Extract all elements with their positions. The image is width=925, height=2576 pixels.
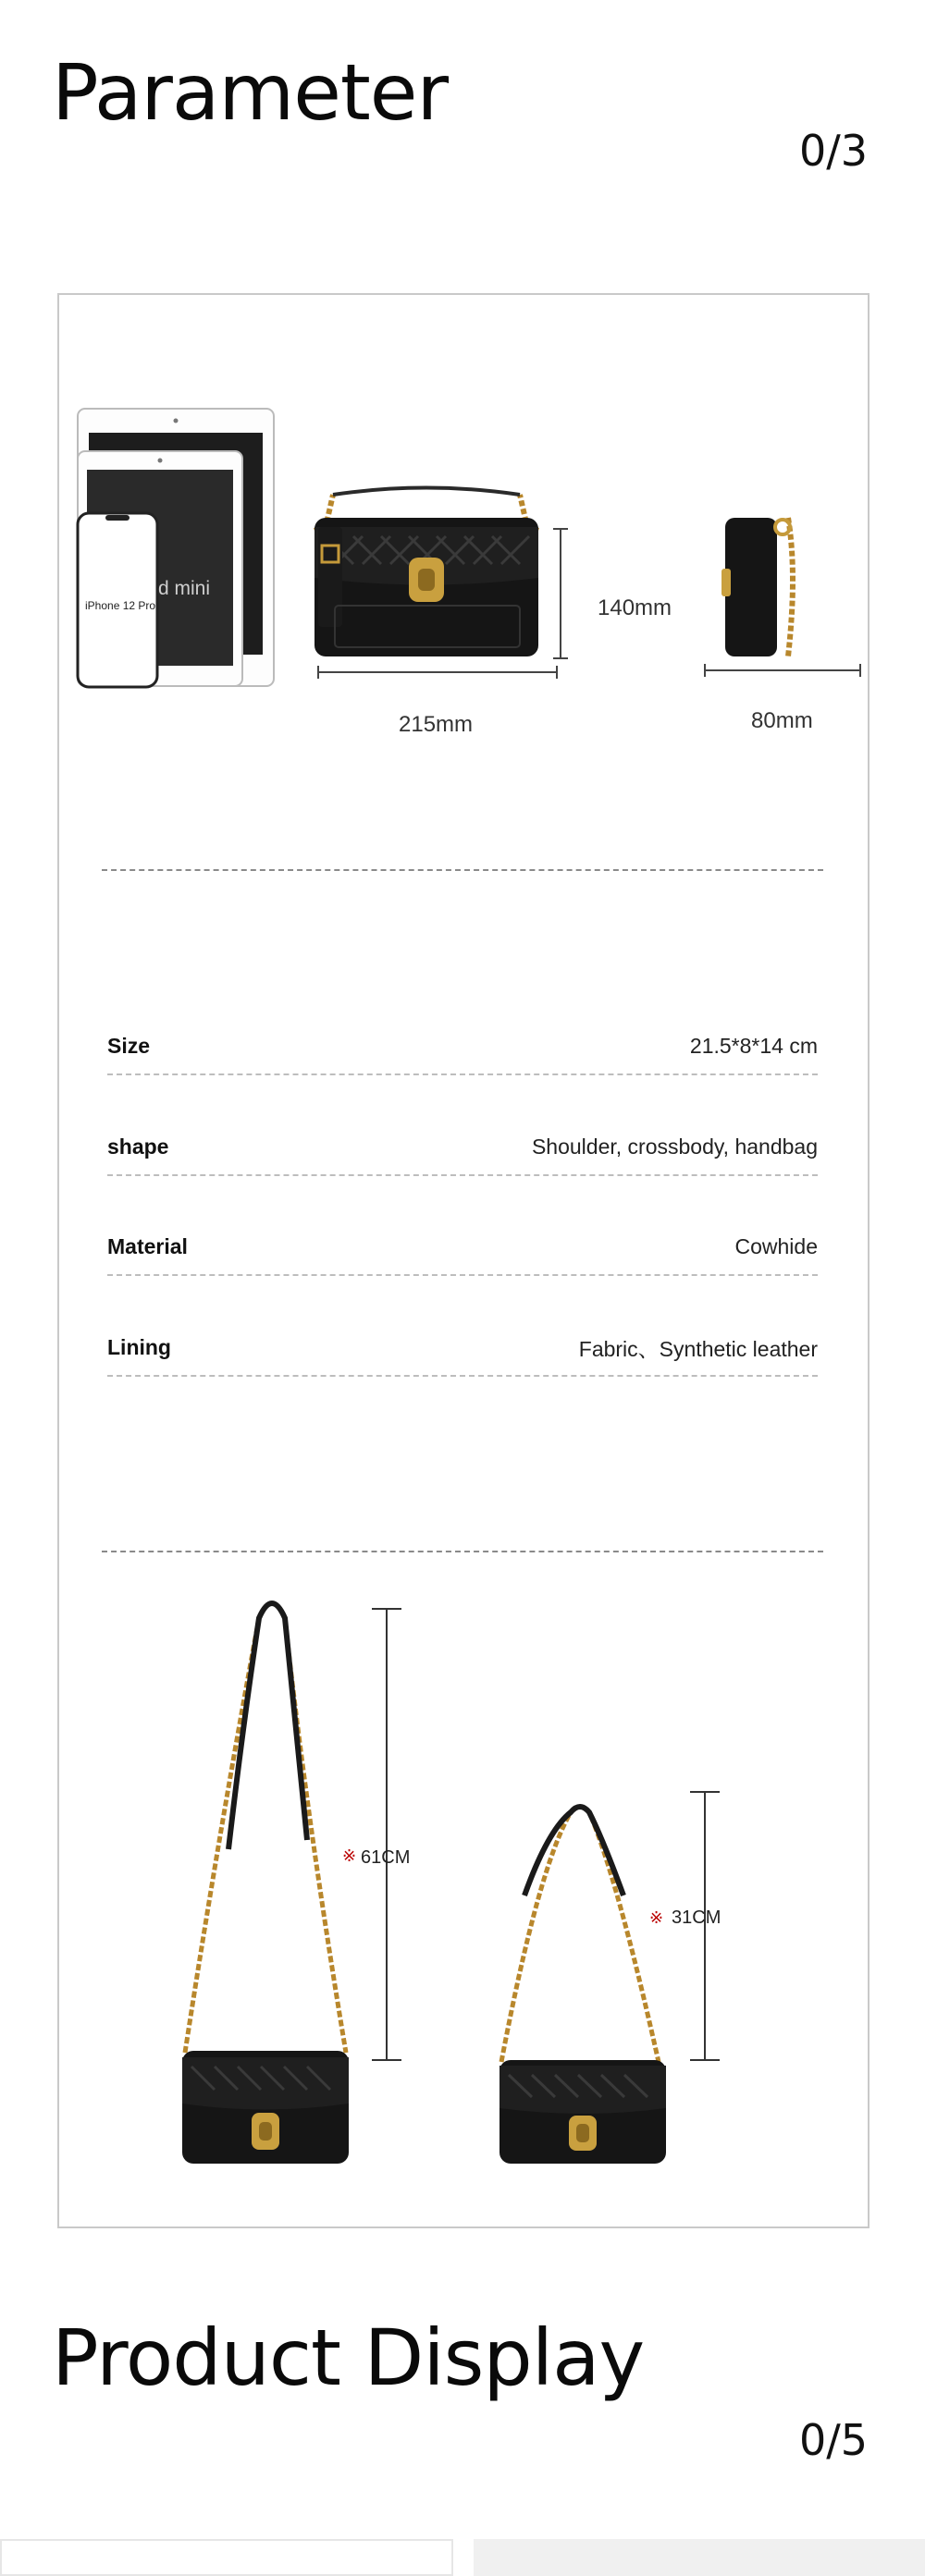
depth-dimension-label: 80mm [751,708,813,733]
long-strap-length-label: 61CM [361,1847,411,1868]
parameter-title: Parameter [52,47,449,138]
iphone-label: iPhone 12 Pro [85,599,156,612]
spec-row-shape [107,1119,818,1176]
product-card-1[interactable] [0,2539,453,2576]
strap-length-illustration [57,1590,870,2182]
size-comparison-illustration [57,388,870,758]
spec-label: Material [107,1233,188,1258]
svg-text:※: ※ [649,1908,664,1927]
ipad-mini-text: d mini [158,578,211,599]
spec-label: shape [107,1134,169,1159]
spec-row-size [107,1018,818,1075]
svg-text:※: ※ [342,1846,357,1865]
height-dimension-label: 140mm [598,595,672,620]
product-display-counter: 0/5 [798,2415,868,2465]
spec-label: Lining [107,1334,171,1359]
parameter-counter: 0/3 [798,126,868,176]
product-card-2[interactable] [474,2539,925,2576]
spec-row-material [107,1219,818,1276]
spec-value: Fabric、Synthetic leather [578,1336,818,1361]
short-strap-length-label: 31CM [672,1907,722,1928]
spec-row-lining [107,1319,818,1377]
section-divider-bottom [102,1551,823,1552]
spec-value: 21.5*8*14 cm [689,1033,818,1058]
section-divider-top [102,869,823,871]
width-dimension-label: 215mm [399,712,474,737]
spec-value: Cowhide [734,1233,818,1258]
spec-label: Size [107,1033,151,1058]
spec-value: Shoulder, crossbody, handbag [531,1134,818,1159]
product-display-title: Product Display [52,2312,645,2403]
